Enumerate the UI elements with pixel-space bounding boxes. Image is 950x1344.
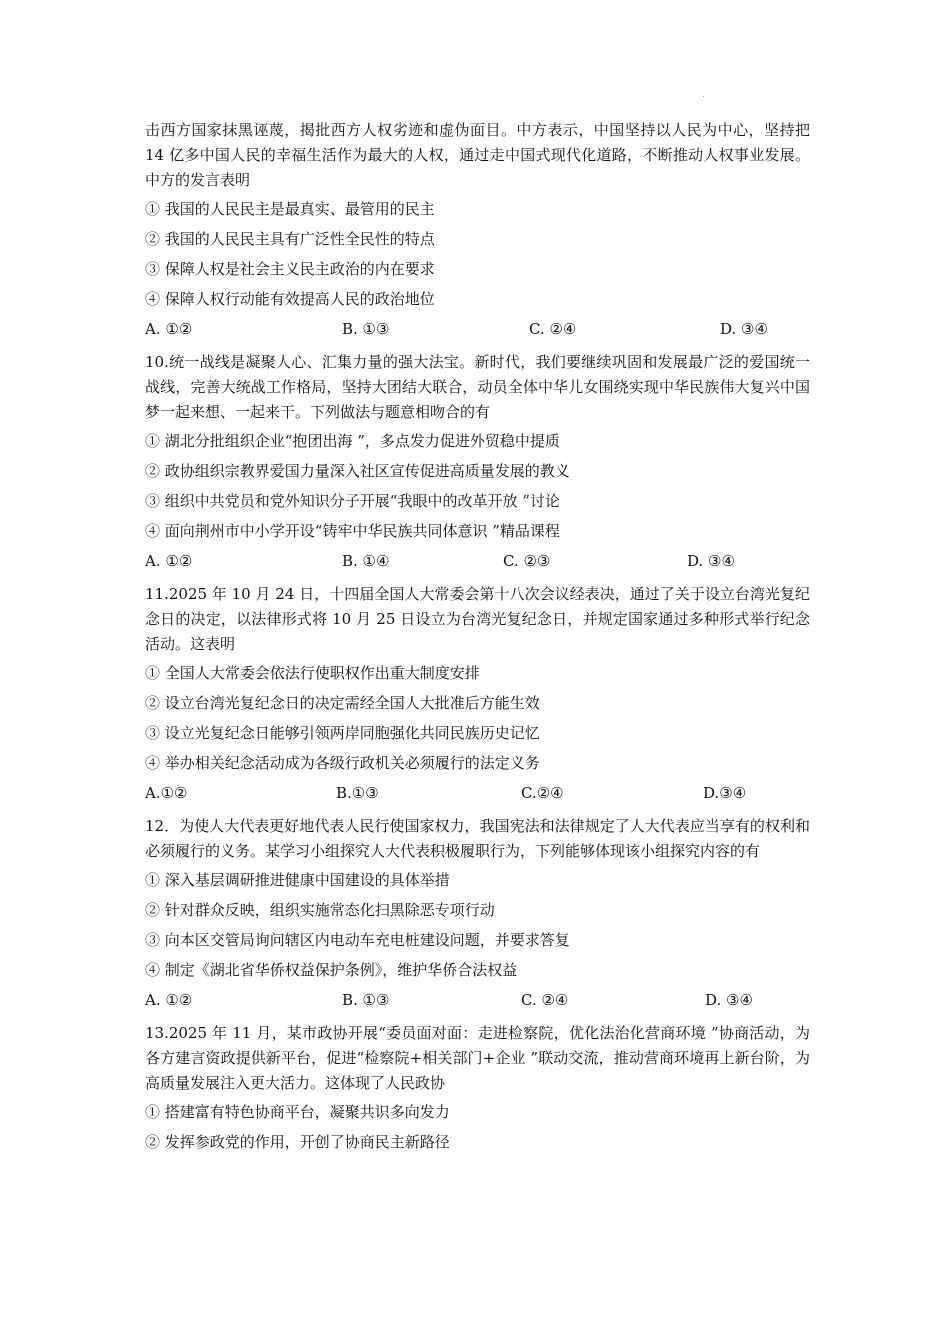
- question-11-option-2: ② 设立台湾光复纪念日的决定需经全国人大批准后方能生效: [145, 694, 540, 712]
- question-12-option-1: ① 深入基层调研推进健康中国建设的具体举措: [145, 871, 450, 889]
- answer-a: A. ①②: [145, 320, 193, 338]
- answer-b: B. ①④: [342, 552, 390, 570]
- question-10-option-1: ① 湖北分批组织企业“抱团出海 ”，多点发力促进外贸稳中提质: [145, 432, 560, 450]
- question-12-answers: [145, 991, 810, 1010]
- question-12-option-4: ④ 制定《湖北省华侨权益保护条例》，维护华侨合法权益: [145, 961, 518, 979]
- question-11-answers: [145, 784, 810, 803]
- question-13-option-1: ① 搭建富有特色协商平台，凝聚共识多向发力: [145, 1103, 450, 1121]
- question-11-stem: 11.2025 年 10 月 24 日，十四届全国人大常委会第十八次会议经表决，通过了关于设立台湾光复纪念日的决定，以法律形式将 10 月 25 日设立为台湾光复纪念日，并规定国家通过多种形式举行纪念活动。这表明: [145, 585, 810, 653]
- question-10-answers: [145, 552, 810, 571]
- answer-c: C. ②④: [529, 320, 577, 338]
- question-11-option-1: ① 全国人大常委会依法行使职权作出重大制度安排: [145, 664, 480, 682]
- question-10-option-3: ③ 组织中共党员和党外知识分子开展“我眼中的改革开放 ”讨论: [145, 492, 560, 510]
- question-12-option-3: ③ 向本区交管局询问辖区内电动车充电桩建设问题，并要求答复: [145, 931, 570, 949]
- answer-d: D. ③④: [687, 552, 735, 570]
- question-12-stem: 12．为使人大代表更好地代表人民行使国家权力，我国宪法和法律规定了人大代表应当享有的权利和必须履行的义务。某学习小组探究人大代表积极履职行为，下列能够体现该小组探究内容的有: [145, 817, 810, 860]
- scan-speck: [703, 96, 704, 97]
- answer-b: B.①③: [336, 784, 379, 802]
- question-9-stem: 击西方国家抹黑诬蔑，揭批西方人权劣迹和虚伪面目。中方表示，中国坚持以人民为中心，坚持把 14 亿多中国人民的幸福生活作为最大的人权，通过走中国式现代化道路，不断推动人权事业发展。中方的发言表明: [145, 121, 810, 189]
- question-9-option-3: ③ 保障人权是社会主义民主政治的内在要求: [145, 260, 435, 278]
- question-10-stem: 10.统一战线是凝聚人心、汇集力量的强大法宝。新时代，我们要继续巩固和发展最广泛的爱国统一战线，完善大统战工作格局，坚持大团结大联合，动员全体中华儿女围绕实现中华民族伟大复兴中国梦一起来想、一起来干。下列做法与题意相吻合的有: [145, 353, 810, 421]
- question-9-option-1: ① 我国的人民民主是最真实、最管用的民主: [145, 200, 435, 218]
- answer-c: C. ②④: [521, 991, 569, 1009]
- answer-a: A. ①②: [145, 991, 193, 1009]
- answer-d: D.③④: [703, 784, 747, 802]
- question-11-option-3: ③ 设立光复纪念日能够引领两岸同胞强化共同民族历史记忆: [145, 724, 540, 742]
- answer-b: B. ①③: [342, 320, 390, 338]
- answer-a: A.①②: [145, 784, 188, 802]
- answer-a: A. ①②: [145, 552, 193, 570]
- answer-d: D. ③④: [705, 991, 753, 1009]
- question-13-stem: 13.2025 年 11 月，某市政协开展“委员面对面：走进检察院，优化法治化营商环境 ”协商活动，为各方建言资政提供新平台，促进“检察院+相关部门+企业 ”联动交流，推动营商环境再上新台阶，为高质量发展注入更大活力。这体现了人民政协: [145, 1024, 810, 1092]
- answer-c: C. ②③: [503, 552, 551, 570]
- question-10-option-2: ② 政协组织宗教界爱国力量深入社区宣传促进高质量发展的教义: [145, 462, 570, 480]
- question-11-option-4: ④ 举办相关纪念活动成为各级行政机关必须履行的法定义务: [145, 754, 540, 772]
- question-9-option-4: ④ 保障人权行动能有效提高人民的政治地位: [145, 290, 435, 308]
- exam-page: [145, 118, 810, 1163]
- question-12-option-2: ② 针对群众反映，组织实施常态化扫黑除恶专项行动: [145, 901, 495, 919]
- answer-b: B. ①③: [342, 991, 390, 1009]
- question-10-option-4: ④ 面向荆州市中小学开设“铸牢中华民族共同体意识 ”精品课程: [145, 522, 560, 540]
- answer-c: C.②④: [521, 784, 564, 802]
- question-9-option-2: ② 我国的人民民主具有广泛性全民性的特点: [145, 230, 435, 248]
- question-13-option-2: ② 发挥参政党的作用，开创了协商民主新路径: [145, 1133, 450, 1151]
- question-9-answers: [145, 320, 810, 339]
- answer-d: D. ③④: [720, 320, 768, 338]
